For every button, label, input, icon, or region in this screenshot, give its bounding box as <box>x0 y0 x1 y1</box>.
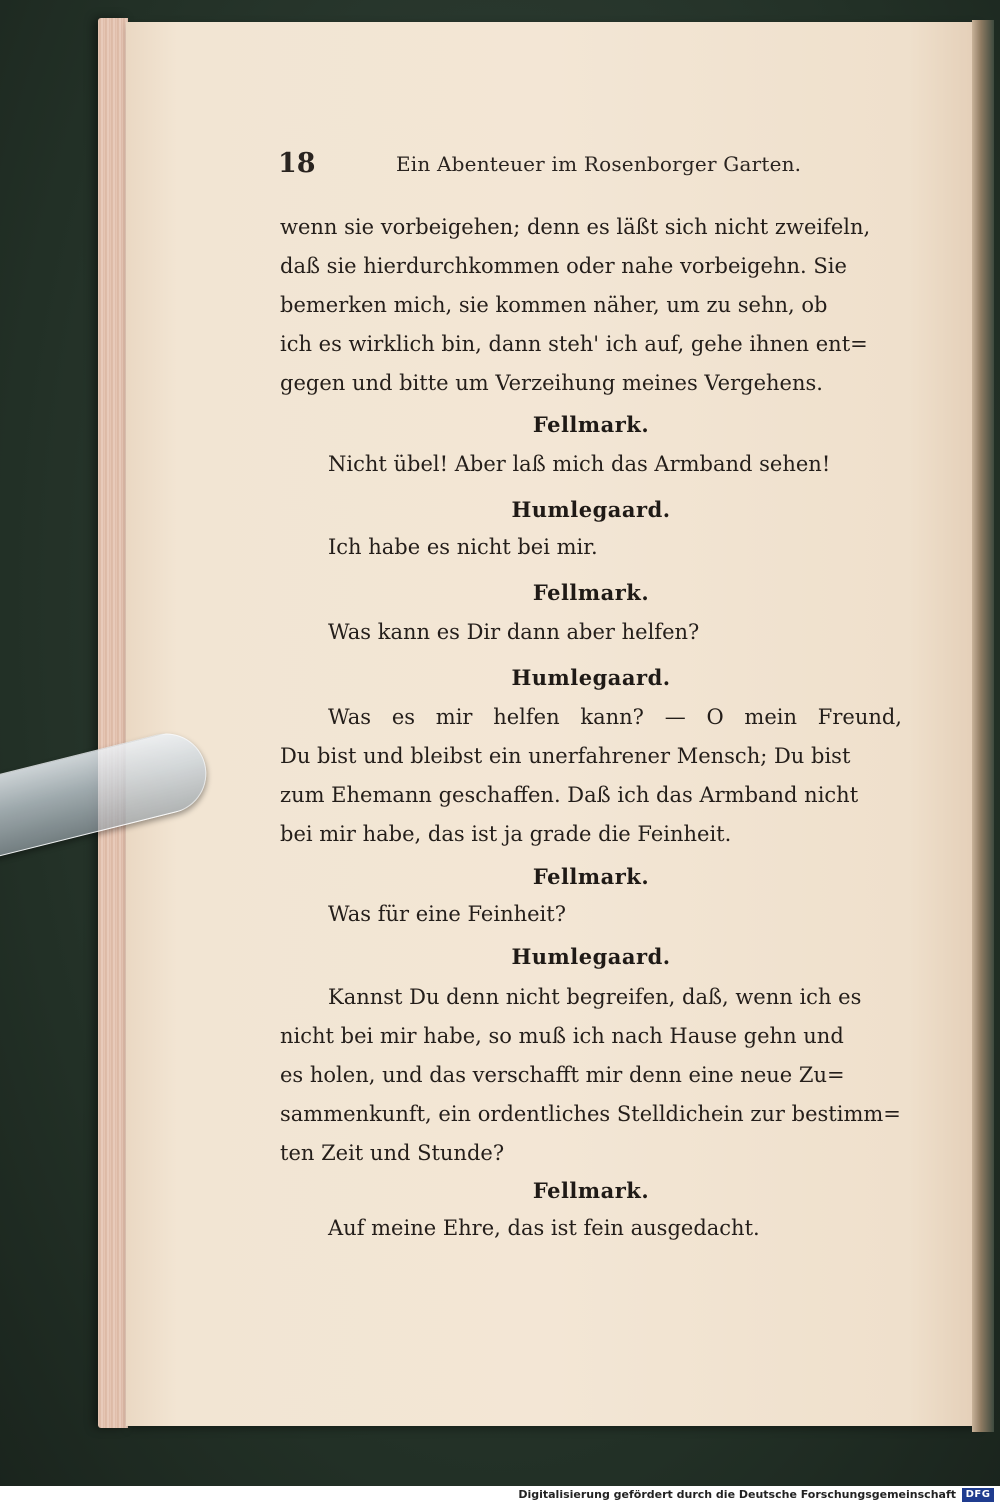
speaker-name: Fellmark. <box>532 412 650 437</box>
speech-line: Was kann es Dir dann aber helfen? <box>328 620 700 644</box>
paragraph-line: Was es mir helfen kann? — O mein Freund, <box>328 705 902 729</box>
speaker-name: Humlegaard. <box>511 944 671 969</box>
footer-bar <box>0 1486 1000 1505</box>
paragraph-line: Du bist und bleibst ein unerfahrener Mensch; Du bist <box>280 744 851 768</box>
running-title: Ein Abenteuer im Rosenborger Garten. <box>396 152 802 176</box>
paragraph-line: ten Zeit und Stunde? <box>280 1141 505 1165</box>
dfg-logo: DFG <box>962 1488 994 1502</box>
paragraph-line: zum Ehemann geschaffen. Daß ich das Armband nicht <box>280 783 859 807</box>
opening-paragraph <box>280 208 902 403</box>
speaker-name: Fellmark. <box>532 580 650 605</box>
speech-paragraph <box>280 978 902 1173</box>
page-number: 18 <box>278 148 316 179</box>
paragraph-line: gegen und bitte um Verzeihung meines Vergehens. <box>280 371 823 395</box>
speaker-name: Humlegaard. <box>511 665 671 690</box>
speech-line: Auf meine Ehre, das ist fein ausgedacht. <box>328 1216 760 1240</box>
speaker-name: Humlegaard. <box>511 497 671 522</box>
speech-paragraph <box>280 698 902 854</box>
paragraph-line: bemerken mich, sie kommen näher, um zu sehn, ob <box>280 293 828 317</box>
paragraph-line: sammenkunft, ein ordentliches Stelldichein zur bestimm= <box>280 1102 901 1126</box>
speech-line: Was für eine Feinheit? <box>328 902 566 926</box>
speech-line: Ich habe es nicht bei mir. <box>328 535 598 559</box>
speaker-name: Fellmark. <box>532 864 650 889</box>
page-header <box>278 148 818 180</box>
footer-credit: Digitalisierung gefördert durch die Deutsche Forschungsgemeinschaft <box>518 1488 956 1501</box>
speech-line: Nicht übel! Aber laß mich das Armband sehen! <box>328 452 831 476</box>
paragraph-line: daß sie hierdurchkommen oder nahe vorbeigehn. Sie <box>280 254 847 278</box>
paragraph-line: nicht bei mir habe, so muß ich nach Hause gehn und <box>280 1024 844 1048</box>
paragraph-line: Kannst Du denn nicht begreifen, daß, wenn ich es <box>328 985 862 1009</box>
paragraph-line: bei mir habe, das ist ja grade die Feinheit. <box>280 822 732 846</box>
speaker-name: Fellmark. <box>532 1178 650 1203</box>
paragraph-line: ich es wirklich bin, dann steh' ich auf, gehe ihnen ent= <box>280 332 868 356</box>
book-page-edges <box>98 18 128 1428</box>
paragraph-line: es holen, und das verschafft mir denn eine neue Zu= <box>280 1063 845 1087</box>
paragraph-line: wenn sie vorbeigehen; denn es läßt sich nicht zweifeln, <box>280 215 871 239</box>
page-binding-shadow <box>972 20 994 1432</box>
